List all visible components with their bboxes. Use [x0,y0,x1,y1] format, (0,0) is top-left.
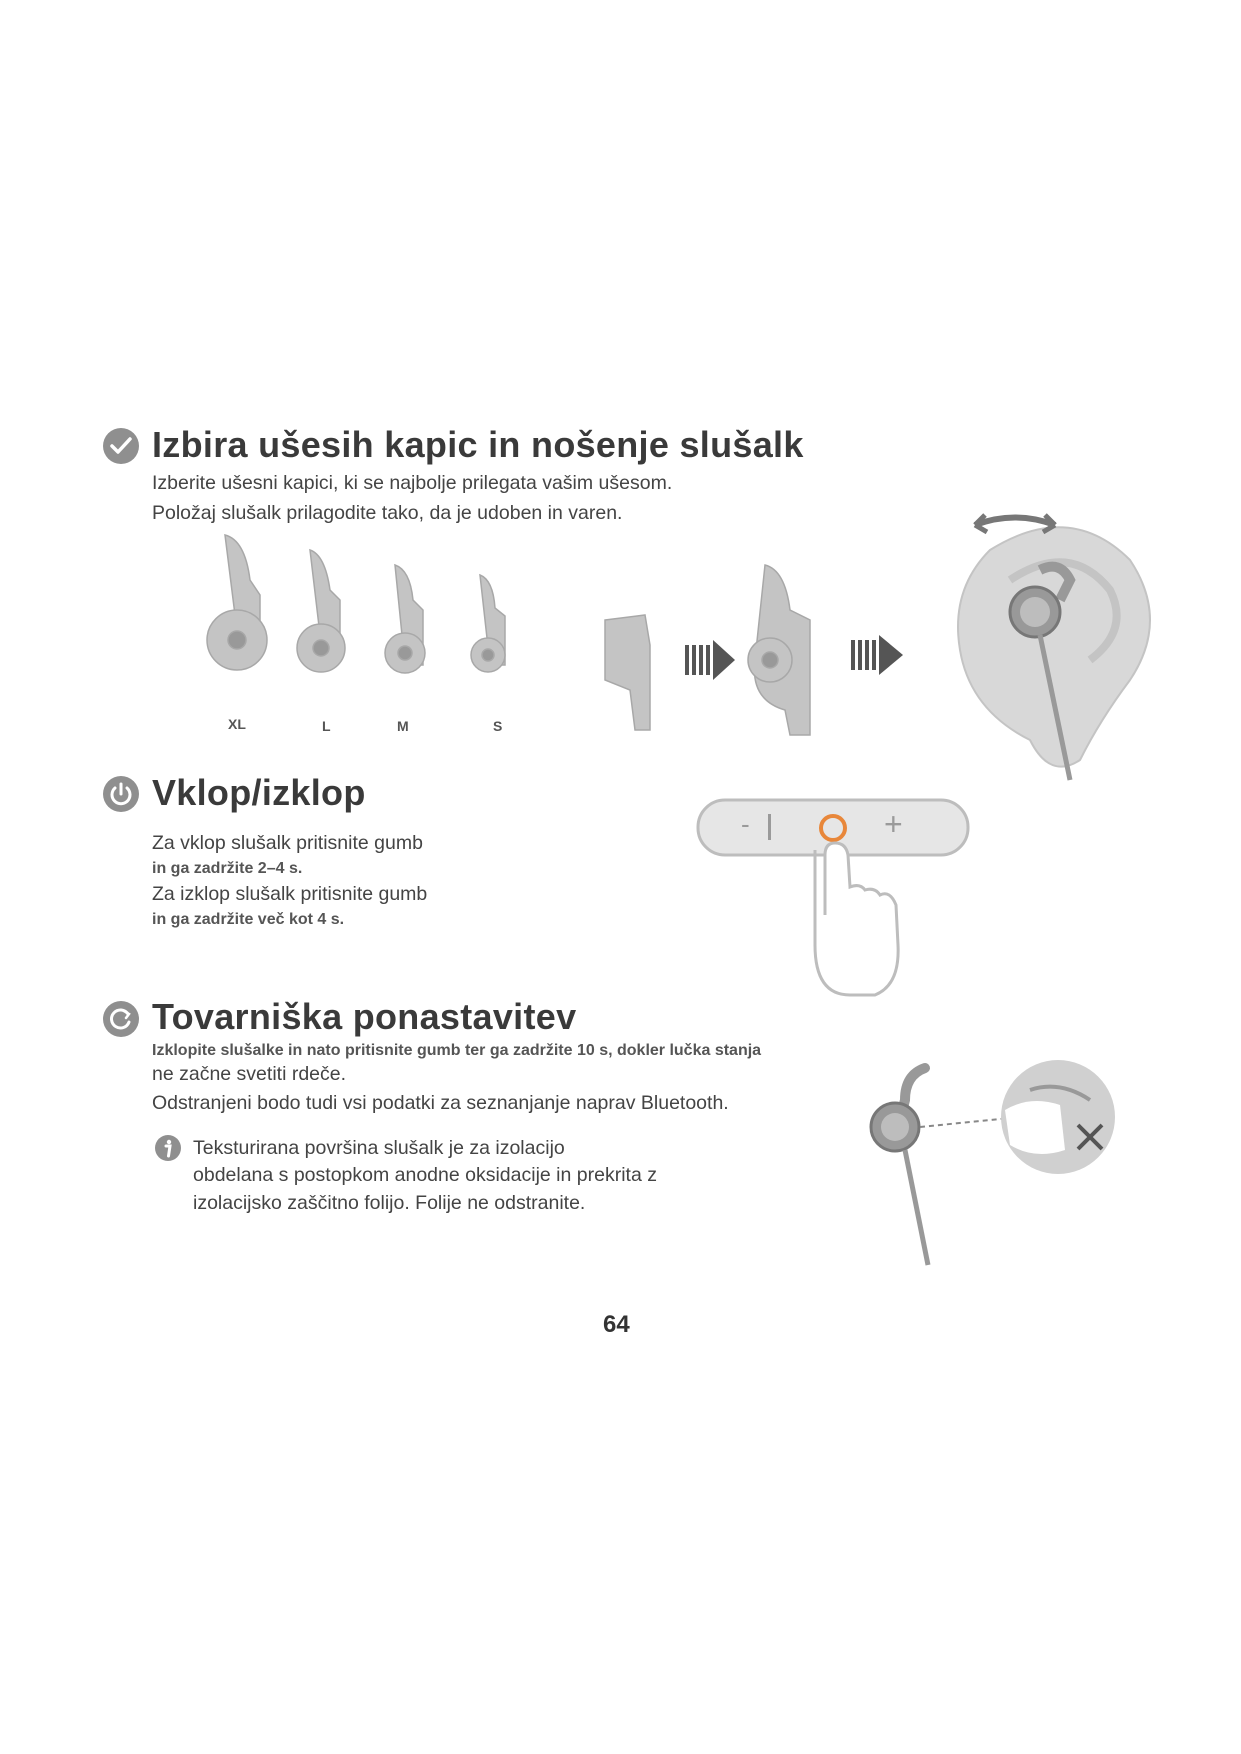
eartip-size-l: L [322,718,331,734]
remote-button-illustration [690,795,980,1000]
section-text-eartips-line1: Izberite ušesni kapici, ki se najbolje prilegata vašim ušesom. [152,472,673,494]
info-icon [154,1134,182,1162]
note-text-line1: Teksturirana površina slušalk je za izolacijo [193,1137,565,1159]
reset-icon [102,1000,140,1038]
power-icon [102,775,140,813]
remote-minus-label: - [741,809,750,839]
eartip-size-s: S [493,718,503,734]
section-text-power-line2: in ga zadržite 2–4 s. [152,860,303,877]
eartip-attach-illustration [585,560,915,740]
section-text-power-line4: in ga zadržite več kot 4 s. [152,911,345,928]
section-text-reset-line1: Izklopite slušalke in nato pritisnite gumb ter ga zadržite 10 s, dokler lučka stanja [152,1042,762,1059]
section-title-power: Vklop/izklop [152,772,366,813]
section-title-eartips: Izbira ušesih kapic in nošenje slušalk [152,424,804,465]
section-text-reset-line2: ne začne svetiti rdeče. [152,1063,347,1085]
section-text-power-line3: Za izklop slušalk pritisnite gumb [152,883,428,905]
remote-divider [768,814,771,840]
section-title-reset: Tovarniška ponastavitev [152,996,577,1037]
eartip-size-illustration [195,530,535,710]
eartip-size-m: M [397,718,409,734]
protective-film-illustration [850,1060,1140,1270]
check-circle-icon [102,427,140,465]
eartip-size-xl: XL [228,716,246,732]
page-number: 64 [603,1311,630,1338]
ear-wearing-illustration [930,510,1210,790]
section-text-reset-line3: Odstranjeni bodo tudi vsi podatki za seznanjanje naprav Bluetooth. [152,1092,729,1114]
section-text-power-line1: Za vklop slušalk pritisnite gumb [152,832,423,854]
note-text-line2: obdelana s postopkom anodne oksidacije in prekrita z [193,1164,657,1186]
note-text-line3: izolacijsko zaščitno folijo. Folije ne odstranite. [193,1192,586,1214]
section-text-eartips-line2: Položaj slušalk prilagodite tako, da je udoben in varen. [152,502,623,524]
remote-plus-label: + [884,806,903,842]
